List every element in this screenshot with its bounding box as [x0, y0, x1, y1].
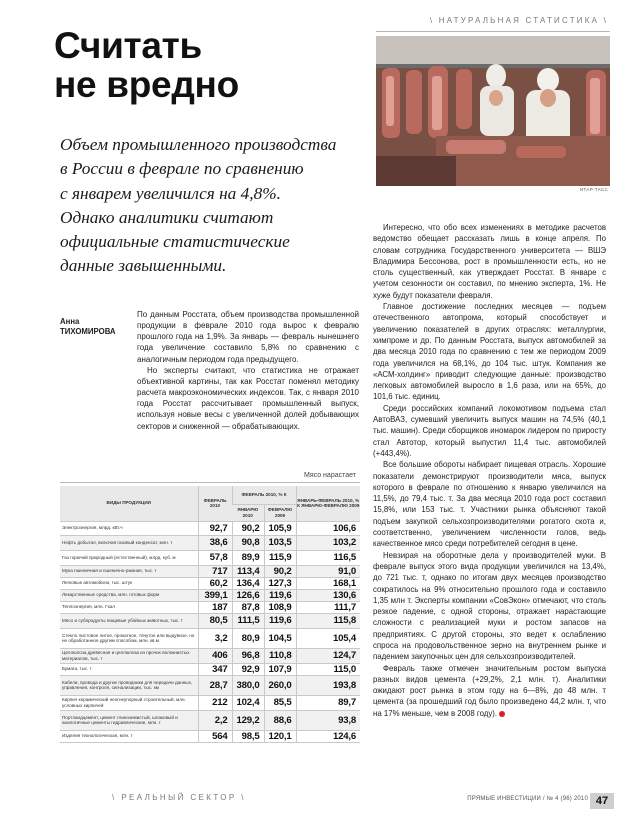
value-feb2009-pct-cell: 85,5 [264, 695, 296, 710]
value-janfeb-pct-cell: 105,4 [296, 628, 360, 648]
value-feb2009-pct-cell: 119,6 [264, 613, 296, 628]
product-name-cell: Мука пшеничная и пшенично-ржаная, тыс. т [60, 565, 198, 577]
value-feb2010-cell: 212 [198, 695, 232, 710]
table-caption: Мясо нарастает [60, 472, 360, 483]
end-mark-icon [499, 711, 505, 717]
lead-line: данные завышенными. [60, 256, 227, 276]
production-table [60, 486, 360, 743]
product-name-cell: Электроэнергия, млрд. кВт.ч [60, 521, 198, 535]
value-feb2010-cell: 38,6 [198, 535, 232, 550]
value-janfeb-pct-cell: 103,2 [296, 535, 360, 550]
col-header-feb2010: ФЕВРАЛЬ 2010 [198, 486, 232, 521]
value-feb2010-cell: 406 [198, 648, 232, 663]
value-feb2010-cell: 717 [198, 565, 232, 577]
value-feb2010-cell: 187 [198, 601, 232, 613]
value-janfeb-pct-cell: 91,0 [296, 565, 360, 577]
footer-magazine: ПРЯМЫЕ ИНВЕСТИЦИИ / № 4 (96) 2010 [467, 796, 588, 802]
product-name-cell: Легковые автомобили, тыс. штук [60, 577, 198, 589]
table-row [60, 710, 360, 730]
product-name-cell: Портландцемент, цемент глиноземистый, шлаковый и аналогичные цементы гидравлические, млн. т [60, 710, 198, 730]
product-name-cell: Кирпич керамический неогнеупорный строительный, млн. условных кирпичей [60, 695, 198, 710]
table-row [60, 601, 360, 613]
footer-section: \ РЕАЛЬНЫЙ СЕКТОР \ [112, 793, 246, 802]
page-number: 47 [590, 793, 614, 809]
product-name-cell: Лекарственные средства, млн. готовых форм [60, 589, 198, 601]
value-feb2009-pct-cell: 105,9 [264, 521, 296, 535]
value-feb2009-pct-cell: 119,6 [264, 589, 296, 601]
table-row [60, 648, 360, 663]
value-jan-pct-cell: 80,9 [232, 628, 264, 648]
value-feb2009-pct-cell: 115,9 [264, 550, 296, 565]
value-feb2009-pct-cell: 120,1 [264, 730, 296, 742]
value-janfeb-pct-cell: 111,7 [296, 601, 360, 613]
value-janfeb-pct-cell: 115,8 [296, 613, 360, 628]
value-jan-pct-cell: 92,9 [232, 663, 264, 675]
value-feb2009-pct-cell: 88,6 [264, 710, 296, 730]
col-header-product: ВИДЫ ПРОДУКЦИИ [60, 486, 198, 521]
value-jan-pct-cell: 87,8 [232, 601, 264, 613]
value-janfeb-pct-cell: 89,7 [296, 695, 360, 710]
value-janfeb-pct-cell: 124,6 [296, 730, 360, 742]
value-feb2010-cell: 28,7 [198, 675, 232, 695]
value-janfeb-pct-cell: 115,0 [296, 663, 360, 675]
table-row [60, 663, 360, 675]
col-header-feb2009: ФЕВРАЛЮ 2009 [264, 504, 296, 521]
value-feb2009-pct-cell: 110,8 [264, 648, 296, 663]
lead-line: Однако аналитики считают [60, 207, 274, 227]
value-feb2010-cell: 399,1 [198, 589, 232, 601]
value-jan-pct-cell: 113,4 [232, 565, 264, 577]
intro-paragraph: По данным Росстата, объем производства промышленной продукции в феврале 2010 года вырос к февралю прошлого года на 1,9%. За январь — февраль нынешнего года увеличение составило 5,8% по сравнению с аналогичным периодом года предыдущего. [137, 310, 359, 364]
product-name-cell: Стекло листовое литое, прокатное, тянутое или выдувное, но не обработанное другим способом, млн. кв.м [60, 628, 198, 648]
value-janfeb-pct-cell: 168,1 [296, 577, 360, 589]
lead-paragraph [60, 133, 360, 279]
body-paragraph: Главное достижение последних месяцев — подъем отечественного автопрома, который способствует и увеличению показателей в других отраслях: металлургии, химпроме и др. По данным Росстата, выпуск автомобилей за два месяца 2010 года по сравнению с тем же периодом 2009 года увеличился на 68,1%, до 104 тыс. штук. Компания же «АСМ-холдинг» приводит следующие данные: производство легковых автомобилей выросло в 1,6 раза, или на 65%, до 101,6 тыс. единиц. [373, 302, 606, 402]
value-feb2010-cell: 2,2 [198, 710, 232, 730]
value-janfeb-pct-cell: 124,7 [296, 648, 360, 663]
value-feb2009-pct-cell: 107,9 [264, 663, 296, 675]
value-janfeb-pct-cell: 106,6 [296, 521, 360, 535]
headline [54, 26, 354, 104]
value-janfeb-pct-cell: 93,8 [296, 710, 360, 730]
value-jan-pct-cell: 90,2 [232, 521, 264, 535]
value-feb2010-cell: 3,2 [198, 628, 232, 648]
value-janfeb-pct-cell: 130,6 [296, 589, 360, 601]
body-paragraph-last [373, 663, 606, 719]
value-jan-pct-cell: 136,4 [232, 577, 264, 589]
value-jan-pct-cell: 96,8 [232, 648, 264, 663]
value-feb2009-pct-cell: 104,5 [264, 628, 296, 648]
col-header-janfeb: ЯНВАРЬ-ФЕВРАЛЬ 2010, % К ЯНВАРЮ-ФЕВРАЛЮ 2009 [296, 486, 360, 521]
value-feb2009-pct-cell: 90,2 [264, 565, 296, 577]
product-name-cell: Изделия технологическая, млн. т [60, 730, 198, 742]
value-janfeb-pct-cell: 116,5 [296, 550, 360, 565]
value-feb2009-pct-cell: 127,3 [264, 577, 296, 589]
value-jan-pct-cell: 90,8 [232, 535, 264, 550]
body-paragraph: Невзирая на оборотные дела у производителей муки. В феврале выпуск этого вида продукции увеличился на 13,4%, до 721 тыс. т, однако по итогам двух месяцев производство сократилось на 9% относительно прошлого года и составило 1,35 млн т. Эксперты компании «СовЭкон» отмечают, что столь резкое падение, с одной стороны, отражает нарастающие сложности с реализацией муки и ростом запасов на предприятиях. С другой стороны, это ведет к ослаблению спроса на продовольственное зерно на внутреннем рынке и падением закупочных цен для сельхозпроизводителей. [373, 550, 606, 662]
lead-line: официальные статистические [60, 232, 290, 252]
value-feb2010-cell: 57,8 [198, 550, 232, 565]
table-row [60, 695, 360, 710]
value-feb2010-cell: 80,5 [198, 613, 232, 628]
photo-illustration [376, 36, 610, 186]
value-jan-pct-cell: 102,4 [232, 695, 264, 710]
author-last-name: ТИХОМИРОВА [60, 327, 116, 336]
author-first-name: Анна [60, 317, 80, 326]
body-column-right [373, 222, 606, 719]
product-name-cell: Мясо и субпродукты пищевые убойных животных, тыс. т [60, 613, 198, 628]
table-row [60, 565, 360, 577]
body-paragraph: Интересно, что обо всех изменениях в методике расчетов ведомство обещает рассказать лишь в конце апреля. По словам сотрудника Государственного университета — ВШЭ Владимира Бессонова, рост в промышленности есть, но не столь существенный, как утверждает Росстат. В январе с учетом сезонности он составил, по мнению эксперта, 1%. Не хуже будут показатели февраля. [373, 223, 606, 300]
table-row [60, 730, 360, 742]
value-jan-pct-cell: 129,2 [232, 710, 264, 730]
body-paragraph-text: Февраль также отмечен значительным ростом выпуска разных видов цемента (+29,2%, 2,1 млн. т). Аналитики ожидают рост рынка в этом году на 6—8%, до 48 млн. т цемента (за прошедший год было произведено 44,2 млн. т, что на 17% меньше, чем в 2008 году). [373, 663, 606, 718]
value-feb2010-cell: 92,7 [198, 521, 232, 535]
value-feb2009-pct-cell: 108,9 [264, 601, 296, 613]
author-byline [60, 317, 116, 337]
product-name-cell: Теплоэнергия, млн. Гкал [60, 601, 198, 613]
table-row [60, 550, 360, 565]
product-name-cell: Газ горючий природный (естественный), млрд. куб. м [60, 550, 198, 565]
section-rubric: \ НАТУРАЛЬНАЯ СТАТИСТИКА \ [429, 16, 608, 25]
lead-line: Объем промышленного производства [60, 135, 337, 154]
lead-line: с январем увеличился на 4,8%. [60, 183, 281, 203]
intro-paragraph: Но эксперты считают, что статистика не отражает объективной картины, так как Росстат поменял методику расчета макроэкономических индексов. Так, с января 2010 года Росстат рассчитывает промышленный выпуск, используя новые весы с увеличенной долей добывающих секторов и сниженной — обрабатывающих. [137, 365, 359, 431]
value-feb2009-pct-cell: 103,5 [264, 535, 296, 550]
value-jan-pct-cell: 98,5 [232, 730, 264, 742]
intro-text [137, 309, 359, 432]
value-feb2010-cell: 347 [198, 663, 232, 675]
value-feb2010-cell: 564 [198, 730, 232, 742]
table-row [60, 589, 360, 601]
col-header-feb2010-pct: ФЕВРАЛЬ 2010, % К [232, 486, 296, 504]
table-row [60, 577, 360, 589]
headline-line-1: Считать [54, 25, 202, 66]
body-paragraph: Среди российских компаний локомотивом подъема стал АвтоВАЗ, сумевший увеличить выпуск машин на 74,5% (40,1 тыс. машин). Среди сборщиков иномарок лидером по приросту стал Автотор, который выпустил 11,4 тыс. автомобилей (+443,4%). [373, 403, 606, 458]
product-name-cell: Кабели, провода и другие проводники для передачи данных, управления, контроля, сигнализации, тыс. км [60, 675, 198, 695]
headline-line-2: не вредно [54, 64, 239, 105]
table-row [60, 535, 360, 550]
value-jan-pct-cell: 380,0 [232, 675, 264, 695]
product-name-cell: Бумага, тыс. т [60, 663, 198, 675]
value-feb2010-cell: 60,2 [198, 577, 232, 589]
value-feb2009-pct-cell: 260,0 [264, 675, 296, 695]
photo-meat-processing [376, 36, 610, 186]
col-header-jan2010: ЯНВАРЮ 2010 [232, 504, 264, 521]
lead-line: в России в феврале по сравнению [60, 159, 304, 179]
table-row [60, 521, 360, 535]
photo-credit: ИТАР-ТАСС [579, 187, 608, 192]
table-row [60, 675, 360, 695]
table-row [60, 613, 360, 628]
value-jan-pct-cell: 111,5 [232, 613, 264, 628]
table-row [60, 628, 360, 648]
product-name-cell: Нефть добытая, включая газовый конденсат, млн. т [60, 535, 198, 550]
value-janfeb-pct-cell: 193,8 [296, 675, 360, 695]
header-rule [376, 31, 610, 32]
value-jan-pct-cell: 126,6 [232, 589, 264, 601]
value-jan-pct-cell: 89,9 [232, 550, 264, 565]
body-paragraph: Все большие обороты набирает пищевая отрасль. Хорошие показатели демонстрируют производители мяса, выпуск которого в феврале по отношению к январю увеличился на 11,5%, до 79,4 тыс. т. За два месяца 2010 года рост составил 15,8%, или 153 тыс. т. Участники рынка объясняют такой подъем закупкой сельхозпроизводителями рогатого скота и, соответственно, увеличением численности голов, ведь качественное мясо среди потребителей сегодня в цене. [373, 460, 606, 549]
product-name-cell: Целлюлоза древесная и целлюлоза из прочих волокнистых материалов, тыс. т [60, 648, 198, 663]
